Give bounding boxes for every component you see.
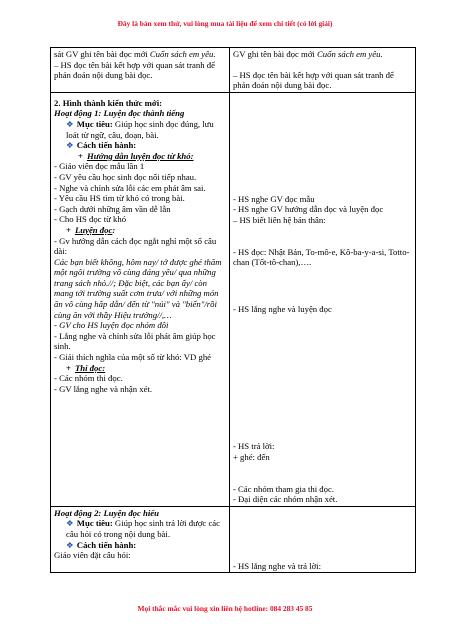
response-line: - HS trả lời:	[232, 441, 275, 452]
activity-heading: Hoạt động 2: Luyện đọc hiểu	[54, 507, 159, 518]
lesson-title: Cuốn sách em yêu.	[149, 49, 216, 59]
text: sát GV ghi tên bài đọc mới	[54, 49, 150, 59]
cross-bullet-icon: +	[66, 224, 71, 235]
goal-label: Mục tiêu:	[76, 118, 113, 129]
practice-colon: :	[112, 224, 116, 235]
preview-banner: Đây là bản xem thử, vui lòng mua tài liệu để xem chi tiết (có lời giải)	[117, 19, 333, 28]
guide-heading: Hướng dẫn luyện đọc từ khó:	[86, 150, 194, 161]
step-line: Giáo viên đặt câu hỏi:	[54, 550, 131, 561]
step-line: - Giải thích nghĩa của một số từ khó: VD ghé	[54, 352, 212, 363]
student-cell	[229, 48, 415, 93]
diamond-bullet-icon: ❖	[66, 539, 74, 550]
practice-heading: Luyện đọc	[74, 224, 113, 235]
response-line: - HS nghe GV hướng dẫn đọc và luyện đọc	[232, 204, 384, 215]
goal-text: Giúp học sinh trả lời được các câu hỏi có trong nội dung bài.	[66, 518, 221, 539]
step-line: - GV yêu cầu học sinh đọc nối tiếp nhau.	[54, 171, 197, 182]
teacher-cell	[51, 92, 230, 506]
lesson-title: Cuốn sách em yêu.	[317, 49, 383, 59]
diamond-bullet-icon: ❖	[66, 118, 74, 129]
step-line: - Yêu cầu HS tìm từ khó có trong bài.	[54, 193, 185, 204]
text: GV ghi tên bài đọc mới	[232, 49, 317, 59]
response-line: - Đại diện các nhóm nhận xét.	[232, 494, 338, 505]
cross-bullet-icon: +	[66, 362, 71, 373]
activity-heading: Hoạt động 1: Luyện đọc thành tiếng	[54, 108, 185, 119]
lesson-table	[50, 47, 416, 573]
text: – HS đọc tên bài kết hợp với quan sát tranh để phán đoán nội dung bài đọc.	[54, 59, 215, 81]
method-label: Cách tiến hành:	[76, 140, 137, 151]
step-line: - GV lắng nghe và nhận xét.	[54, 383, 153, 394]
response-line: + ghé: đến	[232, 451, 270, 462]
student-cell	[229, 506, 415, 573]
step-line: - Các nhóm thi đọc.	[54, 373, 123, 384]
cross-bullet-icon: +	[78, 150, 83, 161]
response-line: - HS lắng nghe và luyện đọc	[232, 303, 332, 314]
method-label: Cách tiến hành:	[76, 539, 137, 550]
step-line: - Cho HS đọc từ khó	[54, 214, 127, 225]
step-line: - GV cho HS luyện đọc nhóm đôi	[54, 320, 169, 331]
response-line: - Các nhóm tham gia thi đọc.	[232, 483, 335, 494]
hotline-banner: Mọi thắc mắc vui lòng xin liên hệ hotline: 084 283 45 85	[137, 604, 313, 613]
teacher-cell	[51, 48, 230, 93]
step-line: - Gạch dưới những âm vần dễ lẫn	[54, 203, 171, 214]
step-line: - Giáo viên đọc mẫu lần 1	[54, 161, 145, 172]
table-row	[51, 48, 416, 93]
response-line: - HS đọc: Nhật Bản, To-mô-e, Kô-ba-y-a-si, Totto-chan (Tốt-tô-chan),….	[232, 246, 410, 268]
section-heading: 2. Hình thành kiến thức mới:	[54, 97, 163, 108]
goal-text: Giúp học sinh đọc đúng, lưu loát từ ngữ, câu, đoạn, bài.	[66, 118, 214, 140]
step-line: - Lắng nghe và chỉnh sửa lỗi phát âm giúp học sinh.	[54, 330, 216, 352]
diamond-bullet-icon: ❖	[66, 518, 74, 529]
contest-heading: Thi đọc:	[74, 362, 106, 373]
table-row	[51, 506, 416, 573]
student-cell	[229, 92, 415, 506]
response-line: - HS lắng nghe và trả lời:	[232, 560, 322, 571]
diamond-bullet-icon: ❖	[66, 140, 74, 151]
teacher-cell	[51, 506, 230, 573]
step-line: - Nghe và chỉnh sửa lỗi các em phát âm sai.	[54, 182, 206, 193]
text: – HS đọc tên bài kết hợp với quan sát tranh để phán đoán nội dung bài đọc.	[232, 69, 394, 91]
response-line: - HS nghe GV đọc mẫu	[232, 193, 315, 204]
step-line: - Gv hướng dẫn cách đọc ngắt nghỉ một số câu dài:	[54, 235, 217, 257]
reading-excerpt: Các bạn biết không, hôm nay/ tớ được ghé thăm một ngôi trường vô cùng đáng yêu/ qua những trang sách nhỏ.//; Đặc biệt, các bạn ấy/ còn mang tới trường suất cơm trưa/ với những món ăn vô cùng hấp dẫn/ đến từ "núi" và "biển"/rồi cùng ăn với thầy Hiệu trưởng//,…	[54, 256, 222, 320]
table-row	[51, 92, 416, 506]
goal-label: Mục tiêu:	[76, 518, 113, 529]
response-line: – HS biết liên hệ bản thân:	[232, 214, 326, 225]
